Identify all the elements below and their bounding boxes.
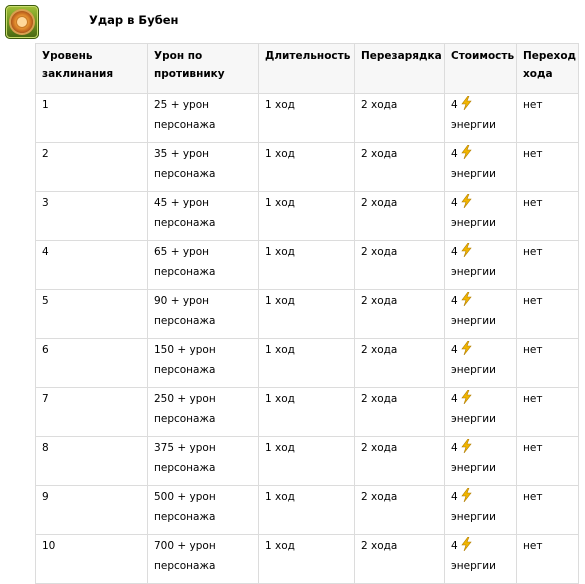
lightning-bolt-icon	[461, 243, 472, 257]
tambourine-center	[17, 17, 27, 27]
spell-title: Удар в Бубен	[89, 13, 179, 27]
table-row	[36, 339, 579, 388]
cell-level: 7	[36, 388, 148, 437]
cell-duration: 1 ход	[259, 192, 355, 241]
cell-level: 2	[36, 143, 148, 192]
cell-duration: 1 ход	[259, 290, 355, 339]
cell-duration: 1 ход	[259, 437, 355, 486]
lightning-bolt-icon	[461, 292, 472, 306]
lightning-bolt-icon	[461, 96, 472, 110]
cost-unit: энергии	[451, 413, 496, 425]
cell-turn-pass: нет	[517, 290, 579, 339]
cost-amount: 4	[451, 344, 458, 356]
spell-levels-table	[35, 43, 579, 584]
cost-unit: энергии	[451, 217, 496, 229]
table-body	[36, 94, 579, 584]
cell-turn-pass: нет	[517, 535, 579, 584]
cost-unit: энергии	[451, 315, 496, 327]
column-header-cost: Стоимость	[445, 44, 517, 94]
cell-damage: 250 + урон персонажа	[148, 388, 259, 437]
cell-turn-pass: нет	[517, 94, 579, 143]
cell-level: 3	[36, 192, 148, 241]
table-row	[36, 94, 579, 143]
cost-amount: 4	[451, 246, 458, 258]
cell-cooldown: 2 хода	[355, 437, 445, 486]
lightning-bolt-icon	[461, 341, 472, 355]
lightning-bolt-icon	[461, 145, 472, 159]
cost-unit: энергии	[451, 168, 496, 180]
cost-unit: энергии	[451, 511, 496, 523]
cell-damage: 375 + урон персонажа	[148, 437, 259, 486]
cell-damage: 500 + урон персонажа	[148, 486, 259, 535]
cell-cost	[445, 241, 517, 290]
column-header-turn-pass: Переход хода	[517, 44, 579, 94]
table-row	[36, 192, 579, 241]
cell-duration: 1 ход	[259, 241, 355, 290]
table-row	[36, 241, 579, 290]
table-row	[36, 486, 579, 535]
cell-turn-pass: нет	[517, 143, 579, 192]
cell-cooldown: 2 хода	[355, 486, 445, 535]
cost-unit: энергии	[451, 119, 496, 131]
cell-damage: 65 + урон персонажа	[148, 241, 259, 290]
table-row	[36, 535, 579, 584]
cost-unit: энергии	[451, 266, 496, 278]
cell-cost	[445, 94, 517, 143]
lightning-bolt-icon	[461, 488, 472, 502]
cell-level: 8	[36, 437, 148, 486]
cell-level: 5	[36, 290, 148, 339]
column-header-damage: Урон по противнику	[148, 44, 259, 94]
cell-duration: 1 ход	[259, 143, 355, 192]
cell-level: 1	[36, 94, 148, 143]
cell-cooldown: 2 хода	[355, 290, 445, 339]
cell-cost	[445, 388, 517, 437]
cell-cost	[445, 290, 517, 339]
lightning-bolt-icon	[461, 439, 472, 453]
cell-cooldown: 2 хода	[355, 192, 445, 241]
column-header-level: Уровень заклинания	[36, 44, 148, 94]
cell-cost	[445, 339, 517, 388]
cell-cooldown: 2 хода	[355, 94, 445, 143]
cell-cost	[445, 437, 517, 486]
spell-header	[5, 5, 580, 41]
cell-damage: 45 + урон персонажа	[148, 192, 259, 241]
cell-duration: 1 ход	[259, 388, 355, 437]
cell-turn-pass: нет	[517, 339, 579, 388]
cell-cost	[445, 486, 517, 535]
cell-duration: 1 ход	[259, 94, 355, 143]
cell-cost	[445, 143, 517, 192]
cell-damage: 90 + урон персонажа	[148, 290, 259, 339]
lightning-bolt-icon	[461, 194, 472, 208]
cost-amount: 4	[451, 295, 458, 307]
cell-turn-pass: нет	[517, 388, 579, 437]
cost-amount: 4	[451, 540, 458, 552]
cell-cost	[445, 192, 517, 241]
cell-cooldown: 2 хода	[355, 388, 445, 437]
cell-damage: 700 + урон персонажа	[148, 535, 259, 584]
cost-amount: 4	[451, 148, 458, 160]
table-row	[36, 388, 579, 437]
cost-unit: энергии	[451, 364, 496, 376]
table-row	[36, 437, 579, 486]
lightning-bolt-icon	[461, 390, 472, 404]
cost-amount: 4	[451, 491, 458, 503]
cell-duration: 1 ход	[259, 486, 355, 535]
cell-damage: 35 + урон персонажа	[148, 143, 259, 192]
column-header-duration: Длительность	[259, 44, 355, 94]
cost-amount: 4	[451, 393, 458, 405]
cell-cooldown: 2 хода	[355, 143, 445, 192]
cell-damage: 150 + урон персонажа	[148, 339, 259, 388]
table-row	[36, 143, 579, 192]
cell-damage: 25 + урон персонажа	[148, 94, 259, 143]
cell-turn-pass: нет	[517, 437, 579, 486]
cell-turn-pass: нет	[517, 192, 579, 241]
cell-duration: 1 ход	[259, 535, 355, 584]
tambourine-icon	[5, 5, 39, 39]
cell-turn-pass: нет	[517, 486, 579, 535]
cell-turn-pass: нет	[517, 241, 579, 290]
cell-level: 4	[36, 241, 148, 290]
table-row	[36, 290, 579, 339]
cost-amount: 4	[451, 442, 458, 454]
cell-cooldown: 2 хода	[355, 241, 445, 290]
cell-cooldown: 2 хода	[355, 535, 445, 584]
cell-cooldown: 2 хода	[355, 339, 445, 388]
cost-amount: 4	[451, 197, 458, 209]
cost-unit: энергии	[451, 560, 496, 572]
cost-amount: 4	[451, 99, 458, 111]
table-header-row	[36, 44, 579, 94]
cell-level: 10	[36, 535, 148, 584]
column-header-cooldown: Перезарядка	[355, 44, 445, 94]
lightning-bolt-icon	[461, 537, 472, 551]
cell-level: 9	[36, 486, 148, 535]
cost-unit: энергии	[451, 462, 496, 474]
cell-level: 6	[36, 339, 148, 388]
cell-duration: 1 ход	[259, 339, 355, 388]
cell-cost	[445, 535, 517, 584]
